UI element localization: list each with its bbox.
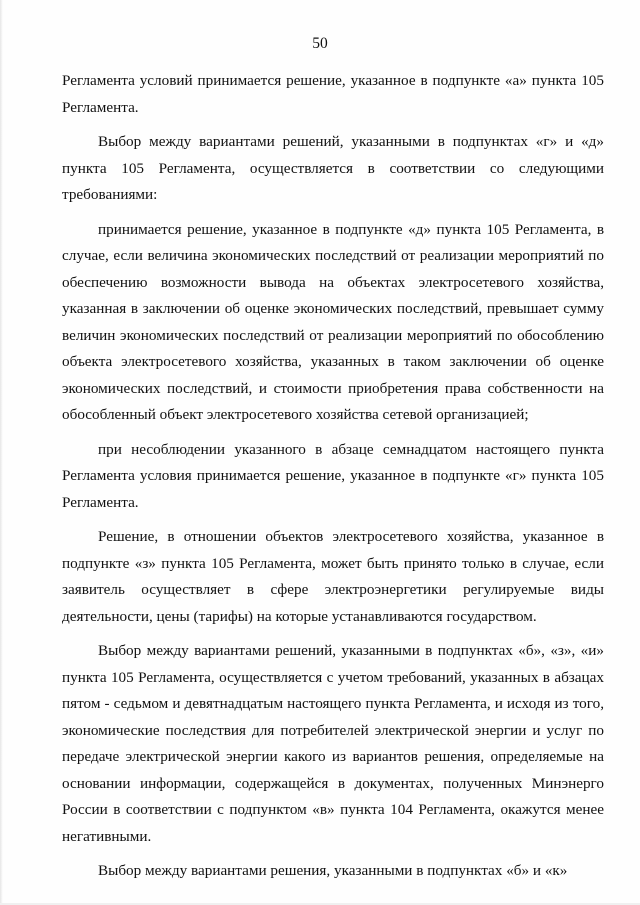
paragraph-decision-z: Решение, в отношении объектов электросетевого хозяйства, указанное в подпункте «з» пункта 105 Регламента, может быть принято только в случае, если заявитель осуществляет в сфере электроэнергетики регулируемые виды деятельности, цены (тарифы) на которые устанавливаются государством.: [62, 528, 604, 625]
paragraph-choice-b-z-i: Выбор между вариантами решений, указанными в подпунктах «б», «з», «и» пункта 105 Регламента, осуществляется с учетом требований, указанных в абзацах пятом - седьмом и девятнадцатым настоящего пункта Регламента, и исходя из того, экономические последствия для потребителей электрической энергии и услуг по передаче электрической энергии какого из вариантов решения, определяемые на основании информации, содержащейся в документах, полученных Минэнерго России в соответствии с подпунктом «в» пункта 104 Регламента, окажутся менее негативными.: [62, 642, 604, 845]
document-body: [62, 68, 604, 893]
paragraph-decision-d: принимается решение, указанное в подпункте «д» пункта 105 Регламента, в случае, если величина экономических последствий от реализации мероприятий по обеспечению возможности вывода на объектах электросетевого хозяйства, указанная в заключении об оценке экономических последствий, превышает сумму величин экономических последствий от реализации мероприятий по обособлению объекта электросетевого хозяйства, указанных в таком заключении об оценке экономических последствий, и стоимости приобретения права собственности на обособленный объект электросетевого хозяйства сетевой организацией;: [62, 220, 604, 423]
paragraph-choice-b-k: Выбор между вариантами решения, указанными в подпунктах «б» и «к»: [98, 862, 568, 879]
page-number: 50: [312, 35, 328, 52]
paragraph-decision-g: при несоблюдении указанного в абзаце семнадцатом настоящего пункта Регламента условия принимается решение, указанное в подпункте «г» пункта 105 Регламента.: [62, 440, 604, 511]
scan-edge-shadow: [0, 0, 3, 905]
paragraph-choice-g-d: Выбор между вариантами решений, указанными в подпунктах «г» и «д» пункта 105 Регламента, осуществляется в соответствии со следующими требованиями:: [62, 133, 604, 203]
paragraph-continuation: Регламента условий принимается решение, указанное в подпункте «а» пункта 105 Регламента.: [62, 72, 604, 116]
